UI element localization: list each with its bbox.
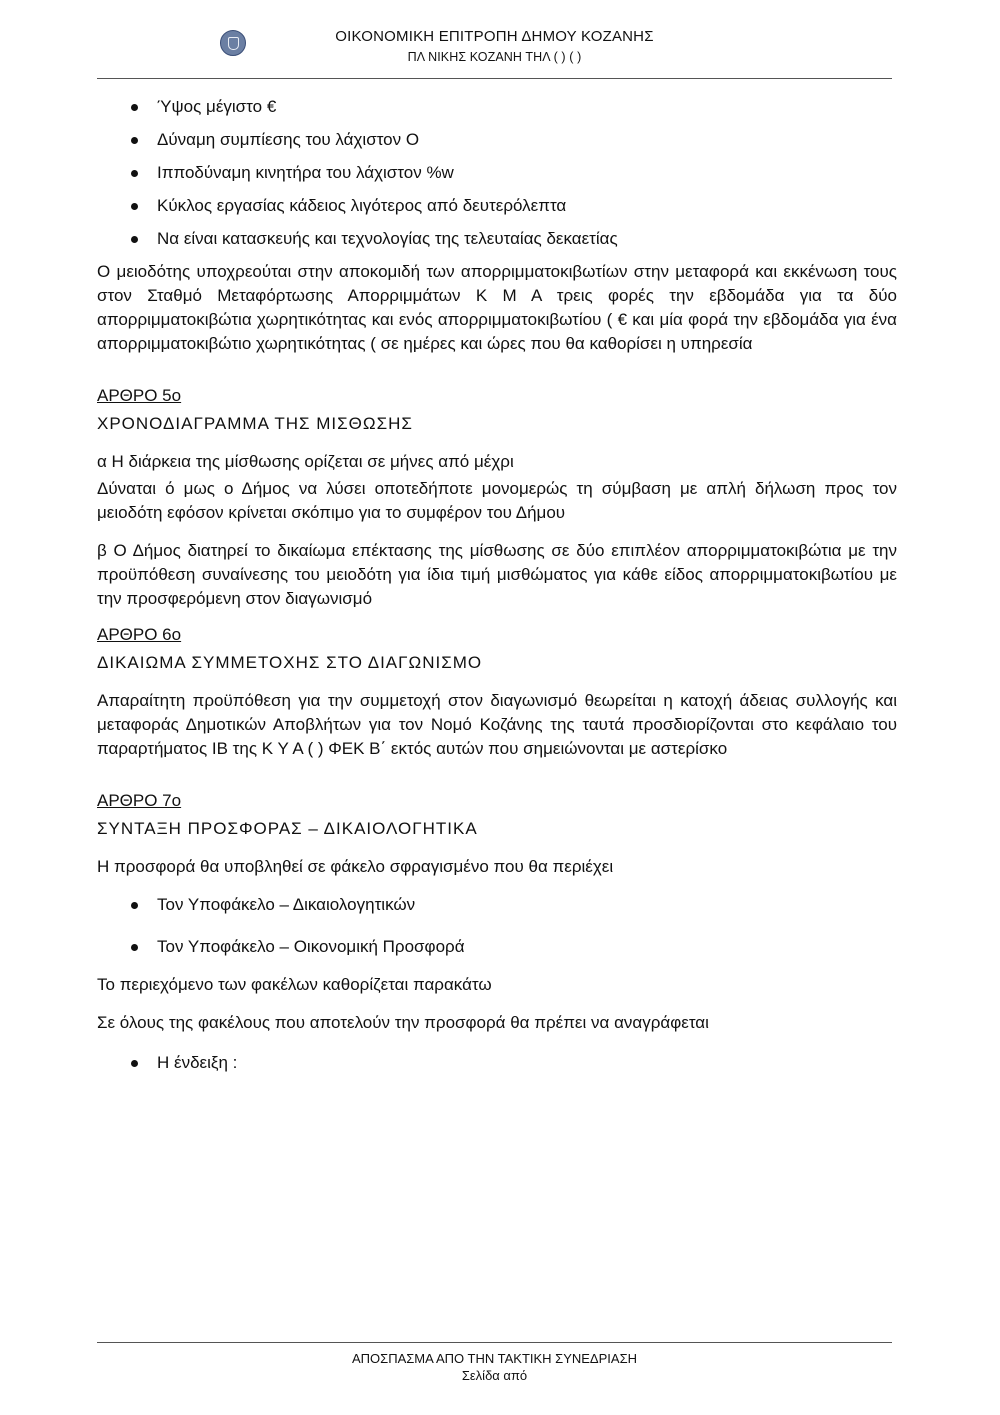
spec-list [97, 95, 897, 251]
paragraph: Απαραίτητη προϋπόθεση για την συμμετοχή στον διαγωνισμό θεωρείται η κατοχή άδειας συλλογής και μεταφοράς Δημοτικών Αποβλήτων για τον Νομό Κοζάνης της ταυτά προσδιορίζονται στο κεφάλαιο του παραρτήματος ΙΒ της Κ Υ Α ( ) ΦΕΚ Β΄ εκτός αυτών που σημειώνονται με αστερίσκο [97, 691, 897, 758]
envelope-list [97, 893, 897, 959]
footer-divider [97, 1342, 892, 1343]
page-number: Σελίδα από [461, 1368, 528, 1383]
list-item: Να είναι κατασκευής και τεχνολογίας της τελευταίας δεκαετίας [97, 227, 897, 251]
page-footer [97, 1350, 892, 1384]
page-header [97, 28, 892, 64]
paragraph: β Ο Δήμος διατηρεί το δικαίωμα επέκτασης της μίσθωσης σε δύο επιπλέον απορριμματοκιβώτια με την προϋπόθεση συναίνεσης του μειοδότη για ίδια τιμή μισθώματος για κάθε είδος απορριμματοκιβωτίου με την προσφερόμενη στον διαγωνισμό [97, 541, 897, 608]
article-7-title: ΣΥΝΤΑΞΗ ΠΡΟΣΦΟΡΑΣ – ΔΙΚΑΙΟΛΟΓΗΤΙΚΑ [97, 819, 478, 838]
list-item: Ύψος μέγιστο € [97, 95, 897, 119]
header-title: ΟΙΚΟΝΟΜΙΚΗ ΕΠΙΤΡΟΠΗ ΔΗΜΟΥ ΚΟΖΑΝΗΣ [335, 28, 654, 45]
list-item: Ιπποδύναμη κινητήρα του λάχιστον %w [97, 161, 897, 185]
header-address: ΠΛ ΝΙΚΗΣ ΚΟΖΑΝΗ ΤΗΛ ( ) ( ) [407, 50, 582, 64]
list-item: Τον Υποφάκελο – Οικονομική Προσφορά [97, 935, 897, 959]
paragraph: Το περιεχόμενο των φακέλων καθορίζεται παρακάτω [97, 975, 492, 994]
paragraph: Ο μειοδότης υποχρεούται στην αποκομιδή των απορριμματοκιβωτίων στην μεταφορά και εκκένωση τους στον Σταθμό Μεταφόρτωσης Απορριμμάτων Κ Μ Α τρεις φορές την εβδομάδα για τα δύο απορριμματοκιβώτια χωρητικότητας και ενός απορριμματοκιβωτίου ( € και μία φορά την εβδομάδα για ένα απορριμματοκιβώτιο χωρητικότητας ( σε ημέρες και ώρες που θα καθορίσει η υπηρεσία [97, 262, 897, 353]
paragraph: Δύναται ό μως ο Δήμος να λύσει οποτεδήποτε μονομερώς τη σύμβαση με απλή δήλωση προς τον μειοδότη εφόσον κρίνεται σκόπιμο για το συμφέρον του Δήμου [97, 479, 897, 522]
paragraph: α Η διάρκεια της μίσθωσης ορίζεται σε μήνες από μέχρι [97, 452, 514, 471]
paragraph: Σε όλους της φακέλους που αποτελούν την προσφορά θα πρέπει να αναγράφεται [97, 1013, 709, 1032]
indication-list [97, 1051, 897, 1075]
article-5-number: ΑΡΘΡΟ 5ο [97, 386, 182, 405]
article-6-number: ΑΡΘΡΟ 6ο [97, 625, 182, 644]
footer-title: ΑΠΟΣΠΑΣΜΑ ΑΠΟ ΤΗΝ ΤΑΚΤΙΚΗ ΣΥΝΕΔΡΙΑΣΗ [352, 1351, 637, 1366]
document-body [97, 95, 897, 1084]
paragraph: Η προσφορά θα υποβληθεί σε φάκελο σφραγισμένο που θα περιέχει [97, 857, 614, 876]
header-divider [97, 78, 892, 79]
list-item: Τον Υποφάκελο – Δικαιολογητικών [97, 893, 897, 917]
list-item: Η ένδειξη : [97, 1051, 897, 1075]
article-6-title: ΔΙΚΑΙΩΜΑ ΣΥΜΜΕΤΟΧΗΣ ΣΤΟ ΔΙΑΓΩΝΙΣΜΟ [97, 653, 483, 672]
article-7-number: ΑΡΘΡΟ 7ο [97, 791, 182, 810]
list-item: Κύκλος εργασίας κάδειος λιγότερος από δευτερόλεπτα [97, 194, 897, 218]
list-item: Δύναμη συμπίεσης του λάχιστον Ο [97, 128, 897, 152]
article-5-title: ΧΡΟΝΟΔΙΑΓΡΑΜΜΑ ΤΗΣ ΜΙΣΘΩΣΗΣ [97, 414, 413, 433]
